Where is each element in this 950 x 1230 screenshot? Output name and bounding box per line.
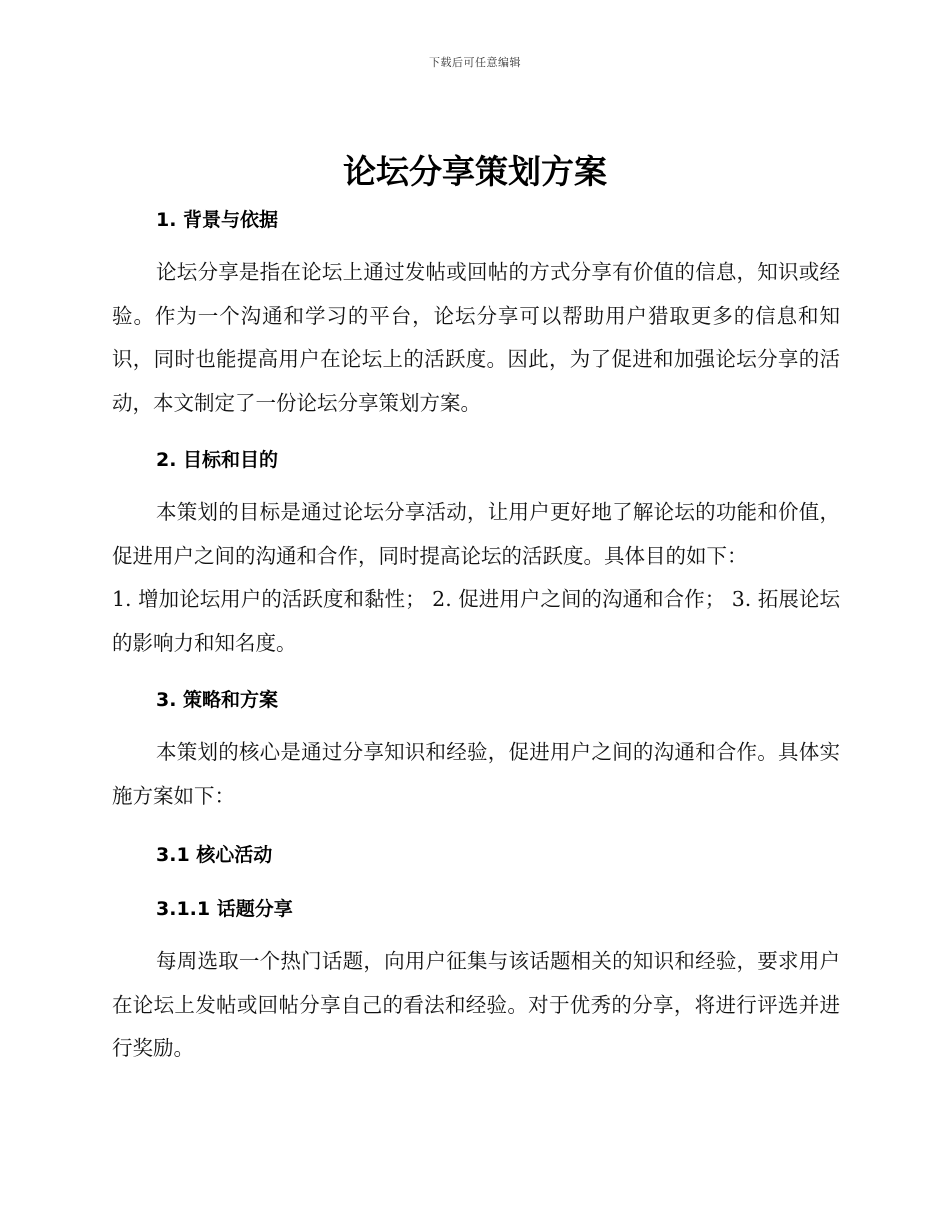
- section-heading-background: 1. 背景与依据: [156, 209, 279, 231]
- section-paragraph-background: 论坛分享是指在论坛上通过发帖或回帖的方式分享有价值的信息，知识或经验。作为一个沟通和学习的平台，论坛分享可以帮助用户猎取更多的信息和知识，同时也能提高用户在论坛上的活跃度。因此，为了促进和加强论坛分享的活动，本文制定了一份论坛分享策划方案。: [112, 260, 840, 415]
- section-heading-goals: 2. 目标和目的: [156, 449, 279, 471]
- section-heading-core-activity: 3.1 核心活动: [156, 844, 273, 866]
- header-note: 下载后可任意编辑: [429, 56, 521, 69]
- section-heading-strategy: 3. 策略和方案: [156, 689, 279, 711]
- section-heading-topic-sharing: 3.1.1 话题分享: [156, 898, 293, 920]
- section-paragraph-topic-sharing: 每周选取一个热门话题，向用户征集与该话题相关的知识和经验，要求用户在论坛上发帖或回帖分享自己的看法和经验。对于优秀的分享，将进行评选并进行奖励。: [112, 949, 840, 1060]
- section-paragraph-goals-list: 1. 增加论坛用户的活跃度和黏性； 2. 促进用户之间的沟通和合作； 3. 拓展论坛的影响力和知名度。: [112, 587, 840, 655]
- document-body: [112, 203, 840, 1071]
- section-paragraph-goals: 本策划的目标是通过论坛分享活动，让用户更好地了解论坛的功能和价值，促进用户之间的沟通和合作，同时提高论坛的活跃度。具体目的如下：: [112, 500, 840, 568]
- section-paragraph-strategy: 本策划的核心是通过分享知识和经验，促进用户之间的沟通和合作。具体实施方案如下：: [112, 740, 840, 808]
- document-title: 论坛分享策划方案: [343, 152, 607, 191]
